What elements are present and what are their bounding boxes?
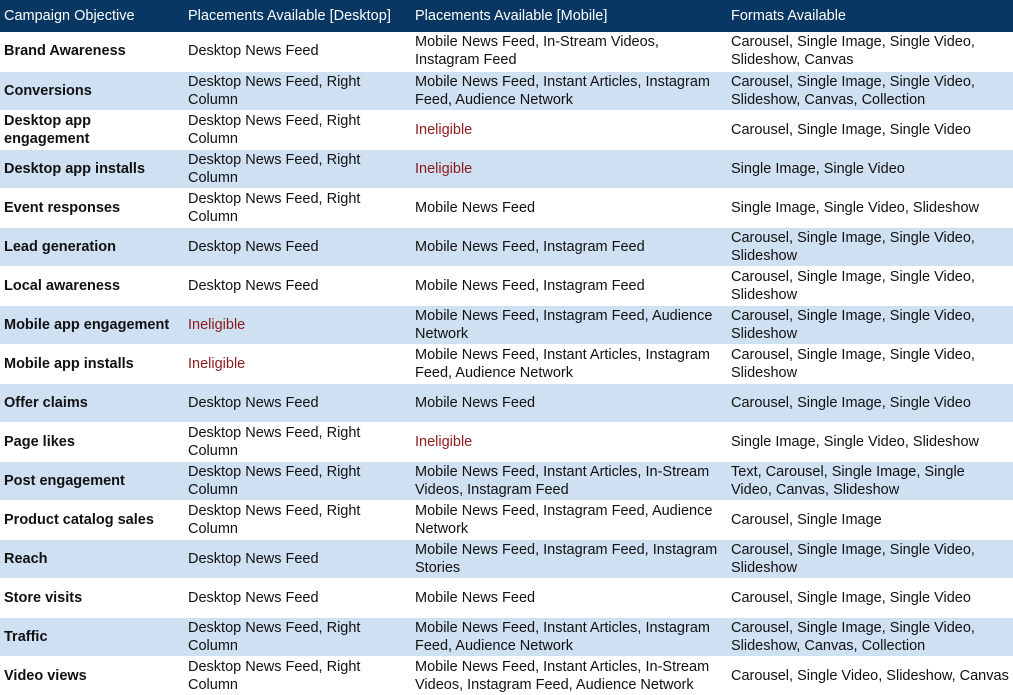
formats-cell: Carousel, Single Image, Single Video, Slideshow, Canvas, Collection <box>727 617 1013 656</box>
table-row <box>0 461 1013 500</box>
header-formats-available: Formats Available <box>731 8 846 24</box>
formats-cell: Single Image, Single Video, Slideshow <box>727 422 1013 461</box>
formats-cell: Single Image, Single Video <box>727 149 1013 188</box>
desktop-placements-cell: Desktop News Feed, Right Column <box>184 461 411 500</box>
table-row <box>0 344 1013 383</box>
objective-cell: Lead generation <box>0 227 184 266</box>
objective-cell: Post engagement <box>0 461 184 500</box>
table-body <box>0 32 1013 695</box>
header-row <box>0 0 1013 32</box>
formats-cell: Carousel, Single Image, Single Video <box>727 383 1013 422</box>
mobile-placements-cell: Ineligible <box>411 149 727 188</box>
table-header <box>0 0 1013 32</box>
mobile-placements-cell: Mobile News Feed, Instagram Feed <box>411 266 727 305</box>
formats-cell: Carousel, Single Video, Slideshow, Canvas <box>727 656 1013 695</box>
formats-cell: Carousel, Single Image, Single Video, Slideshow, Canvas <box>731 34 975 69</box>
mobile-placements-cell: Mobile News Feed <box>411 383 727 422</box>
objective-cell: Brand Awareness <box>4 43 126 60</box>
table-row <box>0 578 1013 617</box>
desktop-placements-cell: Desktop News Feed, Right Column <box>184 110 411 149</box>
objective-cell: Reach <box>0 539 184 578</box>
desktop-placements-cell: Desktop News Feed, Right Column <box>184 422 411 461</box>
table-row <box>0 149 1013 188</box>
formats-cell: Single Image, Single Video, Slideshow <box>727 188 1013 227</box>
mobile-placements-cell: Mobile News Feed, Instant Articles, In-Stream Videos, Instagram Feed <box>411 461 727 500</box>
table-row <box>0 227 1013 266</box>
objective-cell: Mobile app installs <box>0 344 184 383</box>
table-row <box>0 656 1013 695</box>
desktop-placements-cell: Desktop News Feed, Right Column <box>184 656 411 695</box>
objective-cell: Mobile app engagement <box>0 305 184 344</box>
desktop-placements-cell: Ineligible <box>184 344 411 383</box>
table-row <box>0 617 1013 656</box>
objective-cell: Desktop app engagement <box>0 110 184 149</box>
desktop-placements-cell: Desktop News Feed <box>184 539 411 578</box>
table-row <box>0 539 1013 578</box>
mobile-placements-cell: Mobile News Feed, Instagram Feed <box>411 227 727 266</box>
table-row <box>0 266 1013 305</box>
formats-cell: Carousel, Single Image, Single Video, Slideshow <box>727 227 1013 266</box>
mobile-placements-cell: Mobile News Feed, In-Stream Videos, Instagram Feed <box>415 34 659 69</box>
objective-cell: Offer claims <box>0 383 184 422</box>
desktop-placements-cell: Desktop News Feed, Right Column <box>184 617 411 656</box>
table-row <box>0 305 1013 344</box>
formats-cell: Carousel, Single Image <box>727 500 1013 539</box>
formats-cell: Carousel, Single Image, Single Video, Slideshow <box>727 539 1013 578</box>
objective-cell: Traffic <box>0 617 184 656</box>
formats-cell: Carousel, Single Image, Single Video <box>727 110 1013 149</box>
mobile-placements-cell: Mobile News Feed, Instagram Feed, Audience Network <box>411 305 727 344</box>
desktop-placements-cell: Ineligible <box>184 305 411 344</box>
table-row <box>0 32 1013 71</box>
table-row <box>0 422 1013 461</box>
desktop-placements-cell: Desktop News Feed <box>184 383 411 422</box>
objective-cell: Page likes <box>0 422 184 461</box>
formats-cell: Carousel, Single Image, Single Video <box>727 578 1013 617</box>
mobile-placements-cell: Mobile News Feed, Instant Articles, Instagram Feed, Audience Network <box>411 71 727 110</box>
mobile-placements-cell: Mobile News Feed, Instagram Feed, Audience Network <box>411 500 727 539</box>
desktop-placements-cell: Desktop News Feed <box>188 43 319 60</box>
desktop-placements-cell: Desktop News Feed <box>184 227 411 266</box>
desktop-placements-cell: Desktop News Feed, Right Column <box>184 149 411 188</box>
mobile-placements-cell: Mobile News Feed, Instant Articles, In-Stream Videos, Instagram Feed, Audience Network <box>411 656 727 695</box>
mobile-placements-cell: Mobile News Feed, Instant Articles, Instagram Feed, Audience Network <box>411 617 727 656</box>
objective-cell: Video views <box>0 656 184 695</box>
header-placements-desktop: Placements Available [Desktop] <box>188 8 391 24</box>
mobile-placements-cell: Mobile News Feed <box>411 578 727 617</box>
formats-cell: Carousel, Single Image, Single Video, Slideshow <box>727 266 1013 305</box>
mobile-placements-cell: Mobile News Feed, Instant Articles, Instagram Feed, Audience Network <box>411 344 727 383</box>
formats-cell: Carousel, Single Image, Single Video, Slideshow <box>727 305 1013 344</box>
objective-cell: Event responses <box>0 188 184 227</box>
objective-cell: Desktop app installs <box>0 149 184 188</box>
formats-cell: Carousel, Single Image, Single Video, Slideshow, Canvas, Collection <box>727 71 1013 110</box>
header-campaign-objective: Campaign Objective <box>4 8 135 24</box>
header-placements-mobile: Placements Available [Mobile] <box>415 8 608 24</box>
table-row <box>0 110 1013 149</box>
objective-cell: Store visits <box>0 578 184 617</box>
formats-cell: Text, Carousel, Single Image, Single Video, Canvas, Slideshow <box>727 461 1013 500</box>
table-row <box>0 500 1013 539</box>
desktop-placements-cell: Desktop News Feed, Right Column <box>184 188 411 227</box>
desktop-placements-cell: Desktop News Feed, Right Column <box>184 500 411 539</box>
mobile-placements-cell: Ineligible <box>411 422 727 461</box>
table-row <box>0 71 1013 110</box>
objective-cell: Conversions <box>0 71 184 110</box>
table-row <box>0 188 1013 227</box>
desktop-placements-cell: Desktop News Feed <box>184 266 411 305</box>
desktop-placements-cell: Desktop News Feed, Right Column <box>184 71 411 110</box>
formats-cell: Carousel, Single Image, Single Video, Slideshow <box>727 344 1013 383</box>
objective-cell: Local awareness <box>0 266 184 305</box>
objective-cell: Product catalog sales <box>0 500 184 539</box>
desktop-placements-cell: Desktop News Feed <box>184 578 411 617</box>
mobile-placements-cell: Mobile News Feed, Instagram Feed, Instagram Stories <box>411 539 727 578</box>
mobile-placements-cell: Mobile News Feed <box>411 188 727 227</box>
table-row <box>0 383 1013 422</box>
mobile-placements-cell: Ineligible <box>411 110 727 149</box>
